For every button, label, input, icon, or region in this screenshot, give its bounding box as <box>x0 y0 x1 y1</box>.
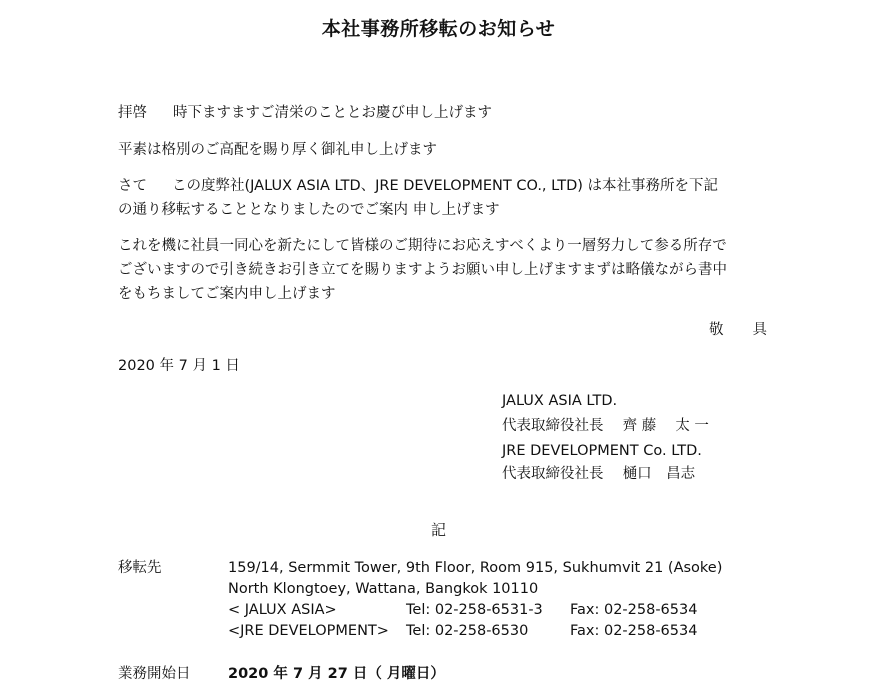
start-date: 2020 年 7 月 27 日（ 月曜日） <box>228 666 445 682</box>
relocation-label: 移転先 <box>118 560 162 576</box>
greeting-line <box>118 101 492 125</box>
address-line-2: North Klongtoey, Wattana, Bangkok 10110 <box>228 581 539 597</box>
greeting-opening: 拝啓 <box>118 105 147 121</box>
signature-company-2: JRE DEVELOPMENT Co. LTD. <box>502 443 702 459</box>
paragraph-2-line-2: の通り移転することとなりましたのでご案内 申し上げます <box>118 202 500 218</box>
address-line-1: 159/14, Sermmit Tower, 9th Floor, Room 915, Sukhumvit 21 (Asoke) <box>228 560 723 576</box>
contact-name: <JRE DEVELOPMENT> <box>228 623 389 639</box>
start-label: 業務開始日 <box>118 666 191 682</box>
signature-company-1: JALUX ASIA LTD. <box>502 393 618 409</box>
page-title: 本社事務所移転のお知らせ <box>321 18 556 40</box>
contact-fax: Fax: 02-258-6534 <box>570 602 698 618</box>
ki-heading: 記 <box>430 521 446 539</box>
paragraph-2-text-1: この度弊社(JALUX ASIA LTD、JRE DEVELOPMENT CO., LTD) は本社事務所を下記 <box>172 178 719 194</box>
paragraph-2-line-1 <box>118 174 718 198</box>
signature-person-2: 代表取締役社長 樋口 昌志 <box>502 466 696 482</box>
contact-fax: Fax: 02-258-6534 <box>570 623 698 639</box>
closing-keigu: 敬 具 <box>709 322 767 338</box>
contact-row <box>228 600 697 621</box>
contact-tel: Tel: 02-258-6531-3 <box>406 602 543 618</box>
paragraph-3-line-2: ございますので引き続きお引き立てを賜りますようお願い申し上げますまずは略儀ながら書中 <box>118 262 727 278</box>
paragraph-3-line-3: をもちましてご案内申し上げます <box>118 286 336 302</box>
letter-date: 2020 年 7 月 1 日 <box>118 358 240 374</box>
contact-tel: Tel: 02-258-6530 <box>406 623 529 639</box>
greeting-text: 時下ますますご清栄のこととお慶び申し上げます <box>173 105 492 121</box>
paragraph-2-lead: さて <box>118 178 147 194</box>
paragraph-1: 平素は格別のご高配を賜り厚く御礼申し上げます <box>118 142 437 158</box>
contact-row <box>228 621 697 642</box>
contact-name: < JALUX ASIA> <box>228 602 337 618</box>
paragraph-3-line-1: これを機に社員一同心を新たにして皆様のご期待にお応えすべくより一層努力して参る所存で <box>118 238 727 254</box>
signature-person-1: 代表取締役社長 齊 藤 太 一 <box>502 418 709 434</box>
